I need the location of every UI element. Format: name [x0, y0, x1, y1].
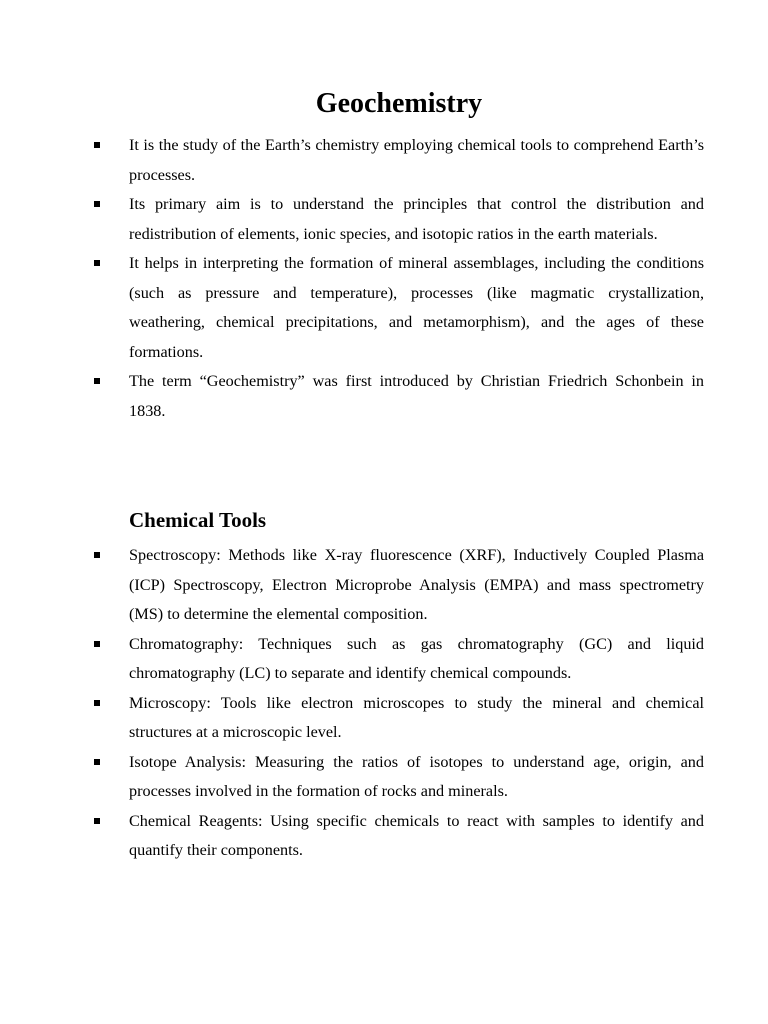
square-bullet-icon	[94, 641, 100, 647]
page-title: Geochemistry	[315, 88, 483, 119]
list-item	[92, 190, 704, 249]
list-item-text: It helps in interpreting the formation of mineral assemblages, including the conditions (such as pressure and temperature), processes (like magmatic crystallization, weathering, chemical precipitations, and metamorphism), and the ages of these formations.	[129, 254, 704, 361]
list-item	[92, 367, 704, 426]
list-item	[92, 748, 704, 807]
list-item-text: Chromatography: Techniques such as gas chromatography (GC) and liquid chromatography (LC) to separate and identify chemical compounds.	[129, 634, 704, 682]
list-item	[92, 541, 704, 630]
list-item	[92, 249, 704, 367]
square-bullet-icon	[94, 142, 100, 148]
list-item-text: Its primary aim is to understand the principles that control the distribution and redistribution of elements, ionic species, and isotopic ratios in the earth materials.	[129, 195, 704, 243]
list-item	[92, 630, 704, 689]
list-item	[92, 807, 704, 866]
square-bullet-icon	[94, 759, 100, 765]
square-bullet-icon	[94, 201, 100, 207]
list-item-text: Chemical Reagents: Using specific chemicals to react with samples to identify and quantify their components.	[129, 811, 704, 859]
square-bullet-icon	[94, 552, 100, 558]
square-bullet-icon	[94, 700, 100, 706]
square-bullet-icon	[94, 260, 100, 266]
chemical-tools-bullet-list	[92, 541, 704, 866]
square-bullet-icon	[94, 378, 100, 384]
intro-bullet-list	[92, 131, 704, 426]
list-item-text: Microscopy: Tools like electron microscopes to study the mineral and chemical structures at a microscopic level.	[129, 693, 704, 741]
list-item	[92, 131, 704, 190]
list-item-text: Spectroscopy: Methods like X-ray fluorescence (XRF), Inductively Coupled Plasma (ICP) Spectroscopy, Electron Microprobe Analysis (EMPA) and mass spectrometry (MS) to determine the elemental composition.	[129, 546, 704, 623]
square-bullet-icon	[94, 818, 100, 824]
list-item	[92, 689, 704, 748]
section-heading-chemical-tools: Chemical Tools	[129, 508, 267, 532]
list-item-text: It is the study of the Earth’s chemistry employing chemical tools to comprehend Earth’s processes.	[129, 136, 704, 184]
list-item-text: Isotope Analysis: Measuring the ratios of isotopes to understand age, origin, and processes involved in the formation of rocks and minerals.	[129, 752, 704, 800]
list-item-text: The term “Geochemistry” was first introduced by Christian Friedrich Schonbein in 1838.	[129, 372, 704, 420]
